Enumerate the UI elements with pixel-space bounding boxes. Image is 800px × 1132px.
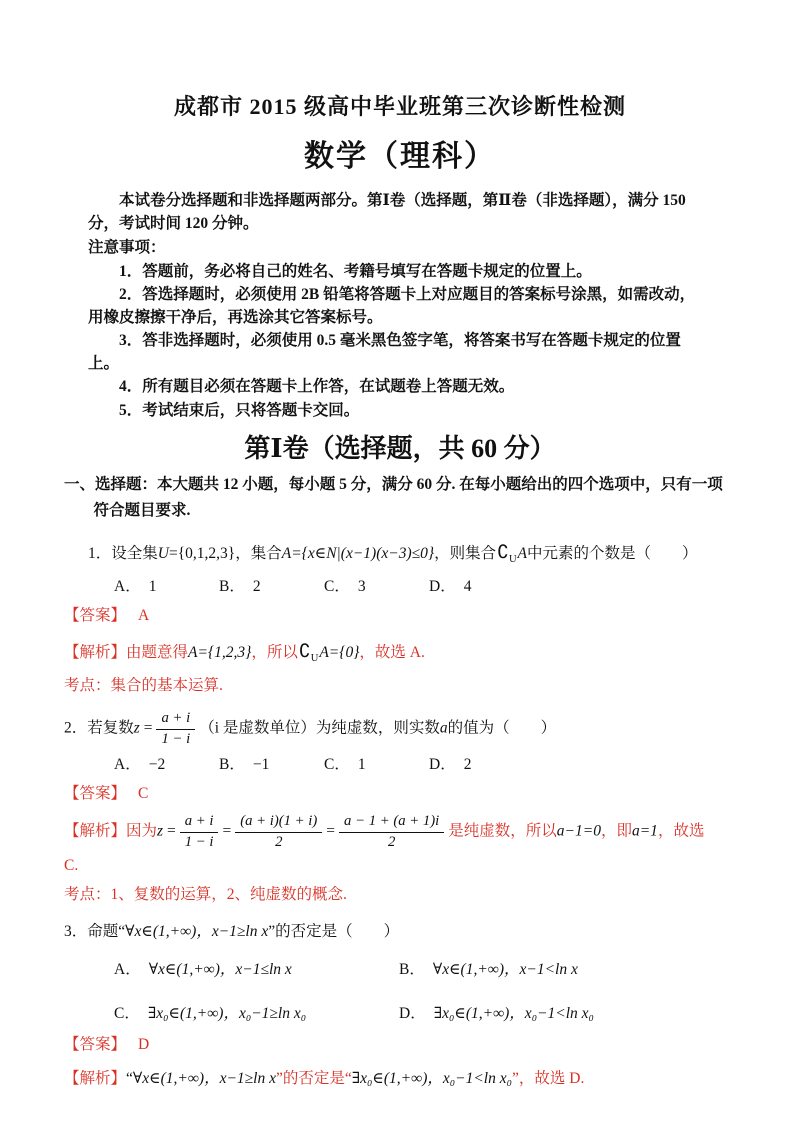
note-item-5: 5．考试结束后，只将答题卡交回。 (119, 401, 360, 419)
question-1-stem (88, 536, 736, 570)
q2-option-a: A． −2 (114, 756, 166, 774)
q3-option-b: B． ∀x∈(1,+∞)，x−1<ln x (399, 961, 578, 979)
fraction: $\frac{(a + i)(1 + i)}{2}$ (235, 813, 322, 851)
q2-var-a: a (439, 719, 448, 737)
analysis-label: 【解析】 (64, 822, 127, 840)
fraction: $\frac{a - 1 + (a + 1)i}{2}$ (339, 813, 444, 851)
exam-title: 成都市 2015 级高中毕业班第三次诊断性检测 (173, 94, 626, 119)
question-1-answer (64, 605, 736, 627)
q1-set-a: ={x∈N|(x−1)(x−3)≤0} (291, 545, 435, 563)
analysis-label: 【解析】 (64, 644, 127, 662)
q2-var-z: z (133, 719, 140, 737)
section-heading: 第Ⅰ卷（选择题，共 60 分） (244, 433, 556, 463)
q2-option-d: D． 2 (429, 756, 472, 774)
question-1-options (114, 576, 736, 598)
notes-title: 注意事项： (88, 239, 166, 257)
answer-label: 【答案】 (64, 784, 127, 802)
subject-title: 数学（理科） (304, 139, 496, 173)
intro-paragraph: 本试卷分选择题和非选择题两部分。第Ⅰ卷（选择题，第Ⅱ卷（非选择题），满分 150 分，考试时间 120 分钟。 (88, 192, 686, 232)
q3-option-c: C． ∃x₀∈(1,+∞)，x₀−1≥ln x₀ (114, 1005, 307, 1023)
question-1-analysis: 【解析】由题意得A={1,2,3}，所以$∁_UA=\{0\}$，故选 A. (64, 635, 736, 669)
q1-stem-text: 1．设全集 (88, 545, 158, 563)
note-item-1: 1．答题前，务必将自己的姓名、考籍号填写在答题卡规定的位置上。 (119, 262, 592, 280)
complement-notation: $∁_U$ (497, 542, 517, 566)
note-item-2: 2．答选择题时，必须使用 2B 铅笔将答题卡上对应题目的答案标号涂黑，如需改动，用橡皮擦擦干净后，再选涂其它答案标号。 (88, 286, 696, 326)
q2-option-b: B． −1 (219, 756, 270, 774)
q3-option-d: D． ∃x₀∈(1,+∞)，x₀−1<ln x₀ (399, 1005, 594, 1023)
fraction: $\frac{a + i}{1 - i}$ (156, 710, 195, 748)
answer-value: A (138, 606, 150, 624)
q1-option-d: D． 4 (429, 578, 472, 596)
question-3-analysis: 【解析】“∀x∈(1,+∞)，x−1≥ln x”的否定是“∃x₀∈(1,+∞)，x₀−1<ln x₀”，故选 D. (64, 1069, 585, 1087)
note-item-4: 4．所有题目必须在答题卡上作答，在试题卷上答题无效。 (119, 378, 515, 396)
question-3-answer (64, 1034, 736, 1056)
question-2-stem: 2．若复数z = $\frac{a + i}{1 - i}$ （i 是虚数单位）为纯虚数，则实数a的值为（ ） (64, 709, 557, 747)
q1-option-a: A． 1 (114, 578, 157, 596)
q1-option-b: B． 2 (219, 578, 261, 596)
question-3-stem: 3．命题“∀x∈(1,+∞)，x−1≥ln x”的否定是（ ） (64, 923, 400, 941)
question-2-options (114, 754, 736, 776)
q1-stem-end: 中元素的个数是（ ） (527, 545, 698, 563)
q1-option-c: C． 3 (324, 578, 366, 596)
complement-notation: $∁_U$ (298, 641, 319, 665)
question-2-answer (64, 783, 736, 805)
question-1-topic: 考点：集合的基本运算. (64, 677, 223, 695)
q1-comp-set: A (517, 545, 528, 563)
answer-value: D (138, 1036, 150, 1054)
answer-label: 【答案】 (64, 1036, 127, 1054)
question-2-analysis: 【解析】因为z = $\frac{a + i}{1 - i}$ = $\frac{(a + i)(1 + i)}{2}$ = $\frac{a - 1 + (a + 1)i}{2}$ 是纯虚数，所以a−1=0，即a=1，故选 (64, 813, 705, 850)
q3-option-a: A． ∀x∈(1,+∞)，x−1≤ln x (114, 961, 292, 979)
question-3-options (114, 956, 736, 1028)
q2-option-c: C． 1 (324, 756, 366, 774)
q1-set-u: ={0,1,2,3}，集合 (168, 545, 282, 563)
q1-stem-mid: ，则集合 (434, 545, 497, 563)
analysis-label: 【解析】 (64, 1069, 127, 1087)
question-2-analysis-continuation: C. (64, 857, 79, 875)
q1-var-u: U (157, 545, 169, 563)
fraction: $\frac{a + i}{1 - i}$ (180, 813, 219, 851)
question-2-topic: 考点：1、复数的运算，2、纯虚数的概念. (64, 885, 347, 903)
answer-label: 【答案】 (64, 606, 127, 624)
section-intro: 一、选择题：本大题共 12 小题，每小题 5 分，满分 60 分. 在每小题给出的四个选项中，只有一项符合题目要求. (64, 475, 723, 520)
answer-value: C (138, 784, 149, 802)
q1-var-a: A (281, 545, 292, 563)
note-item-3: 3．答非选择题时，必须使用 0.5 毫米黑色签字笔，将答案书写在答题卡规定的位置上。 (88, 332, 681, 372)
